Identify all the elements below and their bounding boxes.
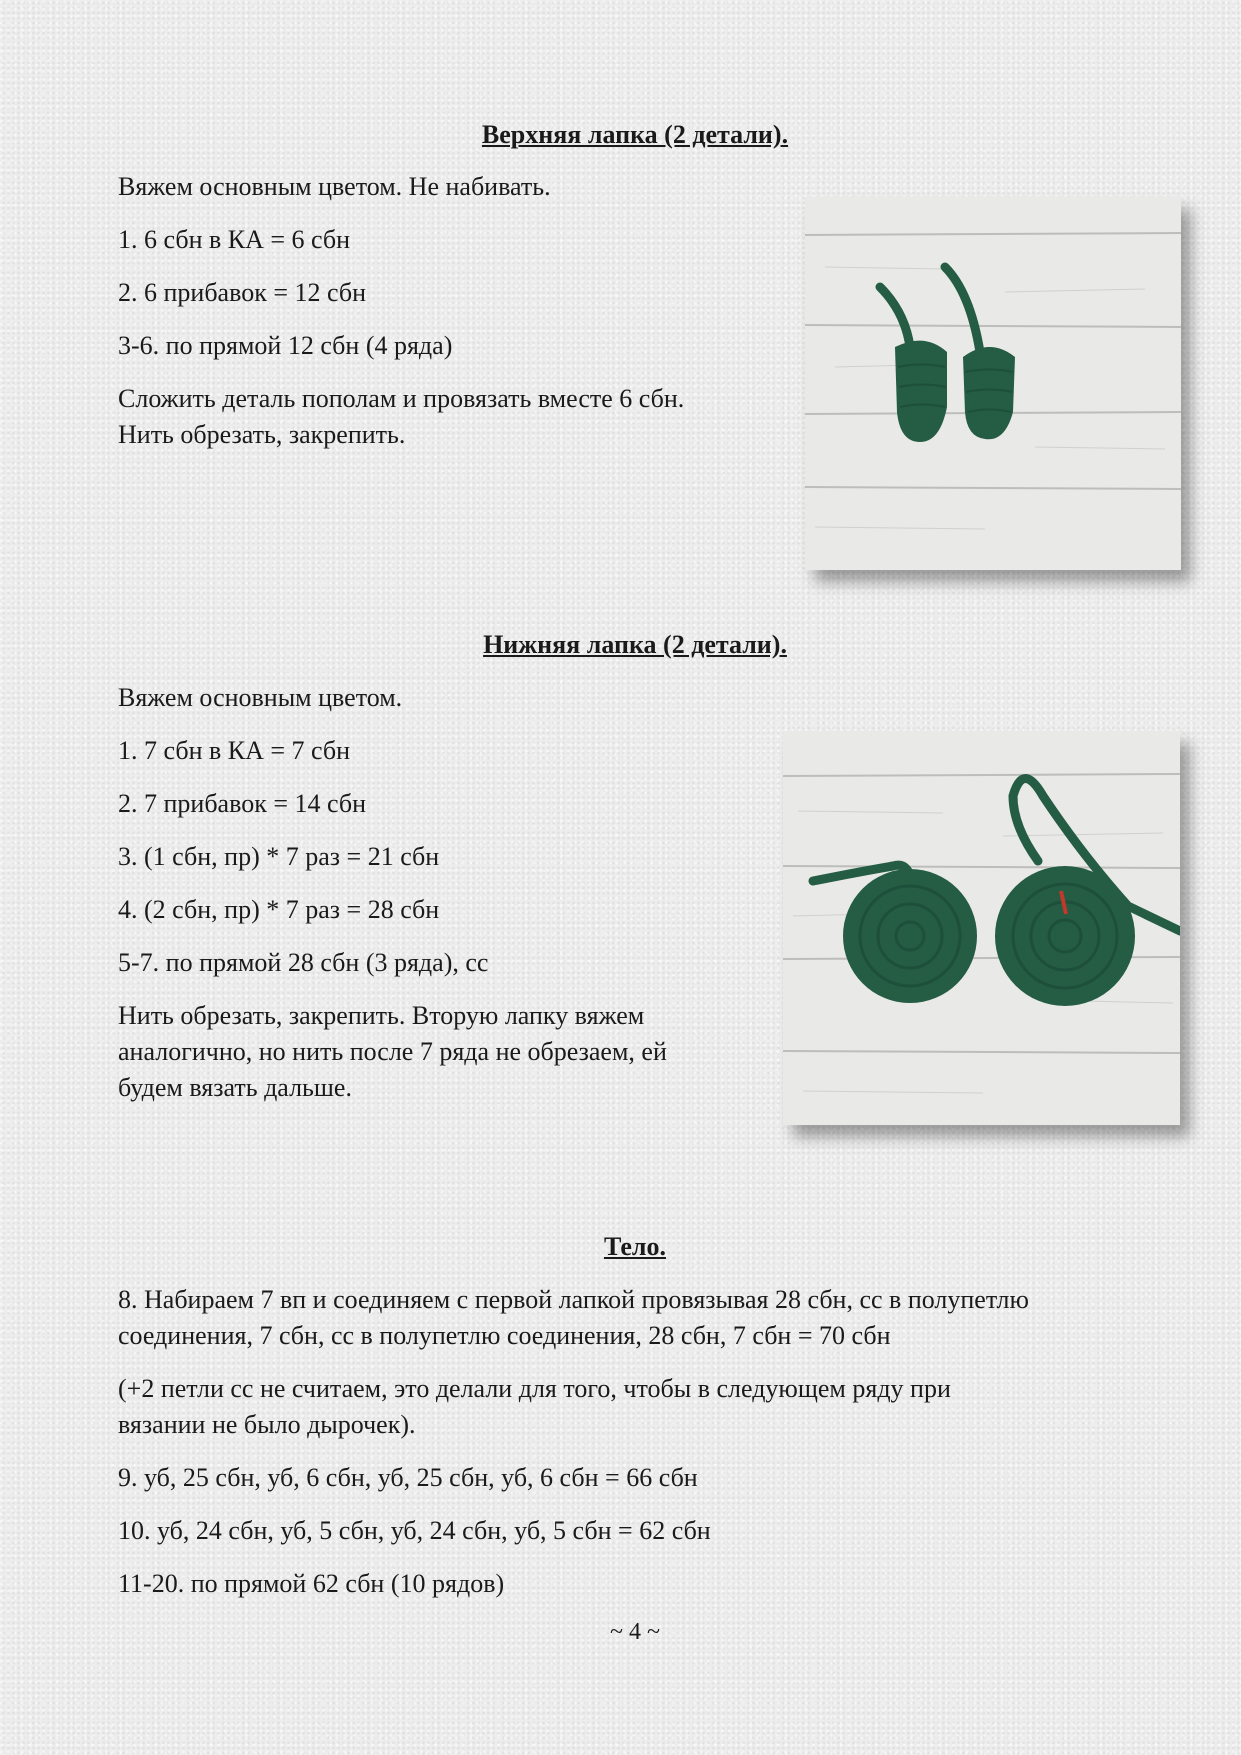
text-line: 11-20. по прямой 62 сбн (10 рядов) <box>118 1569 505 1598</box>
text-line: Нить обрезать, закрепить. Вторую лапку вяжем <box>118 1001 645 1030</box>
text-line: Вяжем основным цветом. Не набивать. <box>118 172 551 201</box>
text-line: соединения, 7 сбн, сс в полупетлю соединения, 28 сбн, 7 сбн = 70 сбн <box>118 1321 891 1350</box>
text-line: Нить обрезать, закрепить. <box>118 420 406 449</box>
text-line: 1. 7 сбн в КА = 7 сбн <box>118 736 351 765</box>
text-line: 9. уб, 25 сбн, уб, 6 сбн, уб, 25 сбн, уб, 6 сбн = 66 сбн <box>118 1463 698 1492</box>
text-line: 5-7. по прямой 28 сбн (3 ряда), сс <box>118 948 489 977</box>
photo-lower-paws <box>783 731 1180 1125</box>
page-number: ~ 4 ~ <box>610 1619 660 1645</box>
section-title-lower-paw: Нижняя лапка (2 детали). <box>483 630 787 659</box>
text-line: будем вязать дальше. <box>118 1073 352 1102</box>
text-line: 2. 7 прибавок = 14 сбн <box>118 789 366 818</box>
photo-upper-paws <box>805 197 1181 570</box>
text-line: вязании не было дырочек). <box>118 1410 416 1439</box>
text-line: Вяжем основным цветом. <box>118 683 403 712</box>
text-line: (+2 петли сс не считаем, это делали для того, чтобы в следующем ряду при <box>118 1374 951 1403</box>
section-title-body: Тело. <box>604 1232 666 1261</box>
text-line: 3. (1 сбн, пр) * 7 раз = 21 сбн <box>118 842 440 871</box>
text-line: 2. 6 прибавок = 12 сбн <box>118 278 366 307</box>
text-line: аналогично, но нить после 7 ряда не обрезаем, ей <box>118 1037 667 1066</box>
text-line: 8. Набираем 7 вп и соединяем с первой лапкой провязывая 28 сбн, сс в полупетлю <box>118 1285 1029 1314</box>
text-line: Сложить деталь пополам и провязать вместе 6 сбн. <box>118 384 685 413</box>
text-line: 1. 6 сбн в КА = 6 сбн <box>118 225 351 254</box>
section-title-upper-paw: Верхняя лапка (2 детали). <box>481 120 789 149</box>
text-line: 4. (2 сбн, пр) * 7 раз = 28 сбн <box>118 895 440 924</box>
text-line: 10. уб, 24 сбн, уб, 5 сбн, уб, 24 сбн, уб, 5 сбн = 62 сбн <box>118 1516 711 1545</box>
text-line: 3-6. по прямой 12 сбн (4 ряда) <box>118 331 453 360</box>
